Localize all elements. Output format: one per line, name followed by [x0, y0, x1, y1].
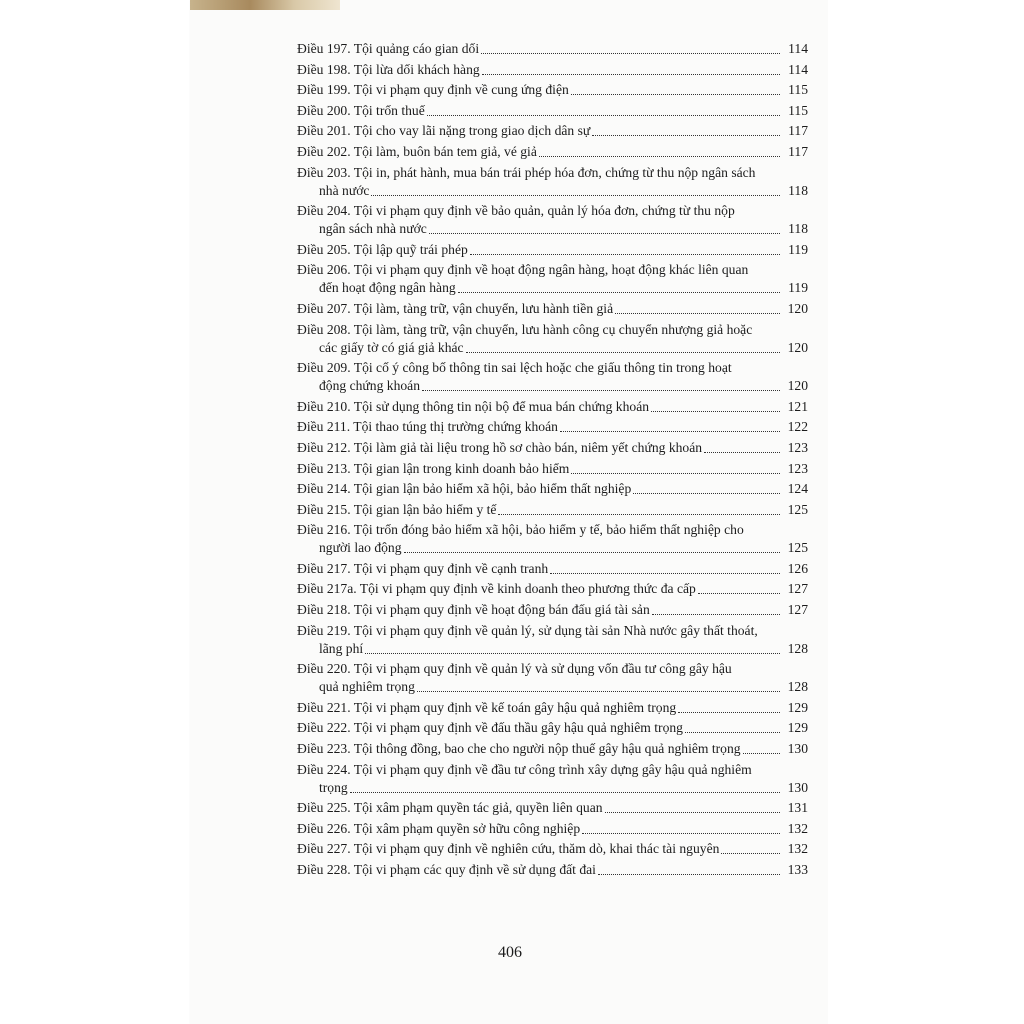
toc-entry-page: 120 — [787, 378, 808, 394]
toc-entry-title-line: Điều 217a. Tội vi phạm quy định về kinh doanh theo phương thức đa cấp — [297, 581, 696, 597]
toc-entry-page: 117 — [788, 123, 808, 139]
toc-entry-title-line: Điều 223. Tội thông đồng, bao che cho người nộp thuế gây hậu quả nghiêm trọng — [297, 741, 741, 757]
toc-entry-row — [297, 102, 808, 120]
dot-leader — [550, 572, 780, 574]
dot-leader — [404, 551, 780, 553]
toc-entry-page: 114 — [788, 41, 808, 56]
toc-entry-page: 123 — [787, 439, 808, 455]
toc-entry — [297, 761, 808, 797]
toc-entry-row — [297, 601, 808, 619]
dot-leader — [678, 711, 780, 713]
toc-entry-page: 119 — [788, 241, 808, 257]
toc-entry-title-line: Điều 211. Tội thao túng thị trường chứng khoán — [297, 419, 558, 435]
toc-entry-row — [297, 61, 808, 79]
toc-entry-title-line: Điều 221. Tội vi phạm quy định về kế toán gây hậu quả nghiêm trọng — [297, 699, 677, 715]
toc-entry-page: 123 — [787, 460, 808, 476]
toc-entry-row — [297, 779, 808, 797]
toc-entry-title-line: Điều 205. Tội lập quỹ trái phép — [297, 241, 468, 257]
dot-leader — [598, 873, 780, 875]
toc-entry-row — [297, 480, 808, 498]
toc-entry-page: 115 — [788, 102, 808, 118]
toc-entry-title-line: Điều 222. Tội vi phạm quy định về đấu thầu gây hậu quả nghiêm trọng — [297, 720, 683, 736]
toc-entry-row — [297, 640, 808, 658]
toc-entry-title-line: ngân sách nhà nước — [319, 221, 427, 237]
toc-entry — [297, 202, 808, 238]
toc-entry-page: 128 — [787, 679, 808, 695]
toc-entry — [297, 300, 808, 318]
toc-entry-title-line: người lao động — [319, 540, 402, 556]
page-number: 406 — [498, 944, 522, 961]
toc-entry-title-line: Điều 225. Tội xâm phạm quyền tác giả, quyền liên quan — [297, 800, 603, 816]
book-cover-edge — [190, 0, 340, 10]
toc-entry — [297, 660, 808, 696]
toc-entry-page: 127 — [787, 602, 808, 618]
toc-entry-row — [297, 81, 808, 99]
dot-leader — [429, 232, 780, 234]
toc-entry-title-line: các giấy tờ có giá giả khác — [319, 339, 464, 355]
toc-entry-title-line: Điều 199. Tội vi phạm quy định về cung ứng điện — [297, 82, 569, 98]
dot-leader — [698, 592, 780, 594]
toc-entry — [297, 521, 808, 557]
dot-leader — [571, 472, 780, 474]
toc-entry-row — [297, 460, 808, 478]
toc-entry-page: 117 — [788, 143, 808, 159]
toc-entry-page: 125 — [787, 501, 808, 517]
dot-leader — [651, 410, 780, 412]
toc-entry — [297, 398, 808, 416]
toc-entry-title-line: Điều 208. Tội làm, tàng trữ, vận chuyển, lưu hành công cụ chuyển nhượng giả hoặc — [297, 321, 753, 337]
dot-leader — [582, 832, 780, 834]
toc-entry — [297, 699, 808, 717]
toc-entry-row — [297, 377, 808, 395]
toc-entry — [297, 321, 808, 357]
toc-entry-row — [297, 439, 808, 457]
toc-entry — [297, 580, 808, 598]
dot-leader — [422, 389, 780, 391]
dot-leader — [458, 291, 780, 293]
toc-entry-page: 120 — [787, 339, 808, 355]
toc-entry-row — [297, 339, 808, 357]
toc-entry-title-line: Điều 214. Tội gian lận bảo hiểm xã hội, bảo hiểm thất nghiệp — [297, 481, 632, 497]
toc-entry-title-line: Điều 202. Tội làm, buôn bán tem giả, vé giả — [297, 143, 537, 159]
dot-leader — [417, 690, 780, 692]
toc-entry-row — [297, 861, 808, 879]
toc-entry-row — [297, 799, 808, 817]
toc-entry — [297, 439, 808, 457]
dot-leader — [539, 155, 780, 157]
toc-entry — [297, 241, 808, 259]
dot-leader — [427, 114, 780, 116]
toc-entry-title-line: Điều 200. Tội trốn thuế — [297, 102, 425, 118]
toc-entry — [297, 143, 808, 161]
dot-leader — [721, 852, 780, 854]
toc-entry — [297, 501, 808, 519]
toc-entry-title-line: Điều 220. Tội vi phạm quy định về quản lý và sử dụng vốn đầu tư công gây hậu — [297, 661, 732, 677]
dot-leader — [652, 613, 780, 615]
toc-entry-row — [297, 719, 808, 737]
toc-entry-row — [297, 122, 808, 140]
toc-entry — [297, 601, 808, 619]
toc-entry-page: 122 — [787, 419, 808, 435]
toc-entry-title-line: Điều 218. Tội vi phạm quy định về hoạt động bán đấu giá tài sản — [297, 602, 650, 618]
toc-entry-row — [297, 501, 808, 519]
left-background — [0, 0, 190, 1024]
dot-leader — [704, 451, 780, 453]
toc-entry — [297, 460, 808, 478]
toc-entry-title-line: Điều 228. Tội vi phạm các quy định về sử dụng đất đai — [297, 862, 596, 877]
toc-entry — [297, 102, 808, 120]
dot-leader — [633, 492, 780, 494]
toc-entry-row — [297, 182, 808, 200]
toc-entry-page: 118 — [788, 182, 808, 198]
toc-entry-title-line: động chứng khoán — [319, 378, 420, 394]
toc-entry-page: 130 — [787, 779, 808, 795]
toc-entry-row — [297, 418, 808, 436]
toc-entry — [297, 61, 808, 79]
dot-leader — [350, 791, 780, 793]
toc-entry — [297, 418, 808, 436]
dot-leader — [571, 93, 780, 95]
toc-entry-page: 125 — [787, 540, 808, 556]
toc-entry-title-line: Điều 201. Tội cho vay lãi nặng trong giao dịch dân sự — [297, 123, 591, 139]
dot-leader — [371, 194, 780, 196]
toc-entry-title-line: Điều 212. Tội làm giả tài liệu trong hồ sơ chào bán, niêm yết chứng khoán — [297, 439, 703, 455]
toc-entry-title-line: Điều 224. Tội vi phạm quy định về đầu tư công trình xây dựng gây hậu quả nghiêm — [297, 761, 752, 777]
toc-entry — [297, 799, 808, 817]
toc-entry — [297, 40, 808, 58]
toc-entry-row — [297, 580, 808, 598]
dot-leader — [605, 811, 780, 813]
toc-entry-title-line: Điều 198. Tội lừa dối khách hàng — [297, 61, 480, 77]
dot-leader — [743, 752, 780, 754]
toc-entry — [297, 164, 808, 200]
toc-entry-row — [297, 40, 808, 58]
toc-entry-row — [297, 279, 808, 297]
dot-leader — [685, 731, 780, 733]
toc-entry-page: 129 — [787, 720, 808, 736]
toc-entry — [297, 840, 808, 858]
dot-leader — [365, 652, 780, 654]
toc-entry-title-line: lãng phí — [319, 640, 364, 656]
dot-leader — [482, 73, 780, 75]
toc-entry-page: 132 — [787, 841, 808, 857]
toc-entry-page: 115 — [788, 82, 808, 98]
toc-entry-title-line: Điều 197. Tội quảng cáo gian dối — [297, 41, 480, 56]
toc-entry-row — [297, 398, 808, 416]
toc-entry-page: 124 — [787, 481, 808, 497]
toc-entry-title-line: Điều 226. Tội xâm phạm quyền sở hữu công nghiệp — [297, 820, 581, 836]
toc-entry-title-line: Điều 227. Tội vi phạm quy định về nghiên cứu, thăm dò, khai thác tài nguyên — [297, 841, 720, 857]
toc-entry-page: 126 — [787, 560, 808, 576]
toc-entry-title-line: nhà nước — [319, 182, 370, 198]
toc-entry-row — [297, 241, 808, 259]
toc-entry-page: 131 — [787, 800, 808, 816]
toc-entry-title-line: đến hoạt động ngân hàng — [319, 280, 456, 296]
dot-leader — [560, 430, 780, 432]
dot-leader — [470, 253, 780, 255]
toc-entry-row — [297, 300, 808, 318]
toc-entry-row — [297, 678, 808, 696]
toc-entry — [297, 359, 808, 395]
dot-leader — [481, 52, 780, 54]
toc-entry-title-line: Điều 210. Tội sử dụng thông tin nội bộ để mua bán chứng khoán — [297, 398, 650, 414]
dot-leader — [498, 513, 780, 515]
toc-entry-page: 133 — [787, 862, 808, 877]
toc-entry-title-line: Điều 217. Tội vi phạm quy định về cạnh tranh — [297, 560, 549, 576]
toc-entry-page: 132 — [787, 820, 808, 836]
toc-entry — [297, 861, 808, 879]
toc-entry-page: 121 — [787, 398, 808, 414]
toc-entry-page: 129 — [787, 699, 808, 715]
table-of-contents — [297, 40, 808, 882]
toc-entry — [297, 622, 808, 658]
toc-entry-row — [297, 560, 808, 578]
toc-entry-row — [297, 740, 808, 758]
toc-entry-title-line: Điều 203. Tội in, phát hành, mua bán trái phép hóa đơn, chứng từ thu nộp ngân sách — [297, 164, 756, 180]
dot-leader — [615, 312, 780, 314]
toc-entry-page: 127 — [787, 581, 808, 597]
toc-entry-row — [297, 143, 808, 161]
toc-entry — [297, 261, 808, 297]
toc-entry-page: 119 — [788, 280, 808, 296]
toc-entry — [297, 820, 808, 838]
toc-entry-page: 118 — [788, 221, 808, 237]
toc-entry-row — [297, 220, 808, 238]
toc-entry-title-line: trọng — [319, 779, 348, 795]
toc-entry-title-line: Điều 209. Tội cố ý công bố thông tin sai lệch hoặc che giấu thông tin trong hoạt — [297, 360, 732, 376]
toc-entry — [297, 480, 808, 498]
toc-entry-title-line: Điều 215. Tội gian lận bảo hiểm y tế — [297, 501, 497, 517]
toc-entry-title-line: Điều 204. Tội vi phạm quy định về bảo quản, quản lý hóa đơn, chứng từ thu nộp — [297, 203, 735, 219]
right-background — [828, 0, 1024, 1024]
toc-entry-page: 114 — [788, 61, 808, 77]
toc-entry-title-line: Điều 213. Tội gian lận trong kinh doanh bảo hiểm — [297, 460, 570, 476]
toc-entry-row — [297, 539, 808, 557]
toc-entry-title-line: Điều 206. Tội vi phạm quy định về hoạt động ngân hàng, hoạt động khác liên quan — [297, 262, 749, 278]
toc-entry — [297, 719, 808, 737]
dot-leader — [592, 134, 780, 136]
toc-entry-title-line: Điều 219. Tội vi phạm quy định về quản lý, sử dụng tài sản Nhà nước gây thất thoát, — [297, 622, 758, 638]
toc-entry — [297, 81, 808, 99]
toc-entry-row — [297, 699, 808, 717]
toc-entry — [297, 740, 808, 758]
toc-entry-title-line: Điều 216. Tội trốn đóng bảo hiểm xã hội, bảo hiểm y tế, bảo hiểm thất nghiệp cho — [297, 522, 744, 538]
toc-entry-page: 120 — [787, 300, 808, 316]
toc-entry-row — [297, 820, 808, 838]
toc-entry — [297, 122, 808, 140]
dot-leader — [466, 351, 780, 353]
toc-entry-title-line: quả nghiêm trọng — [319, 679, 415, 695]
toc-entry — [297, 560, 808, 578]
toc-entry-title-line: Điều 207. Tội làm, tàng trữ, vận chuyển, lưu hành tiền giả — [297, 300, 614, 316]
toc-entry-row — [297, 840, 808, 858]
toc-entry-page: 128 — [787, 640, 808, 656]
toc-entry-page: 130 — [787, 741, 808, 757]
